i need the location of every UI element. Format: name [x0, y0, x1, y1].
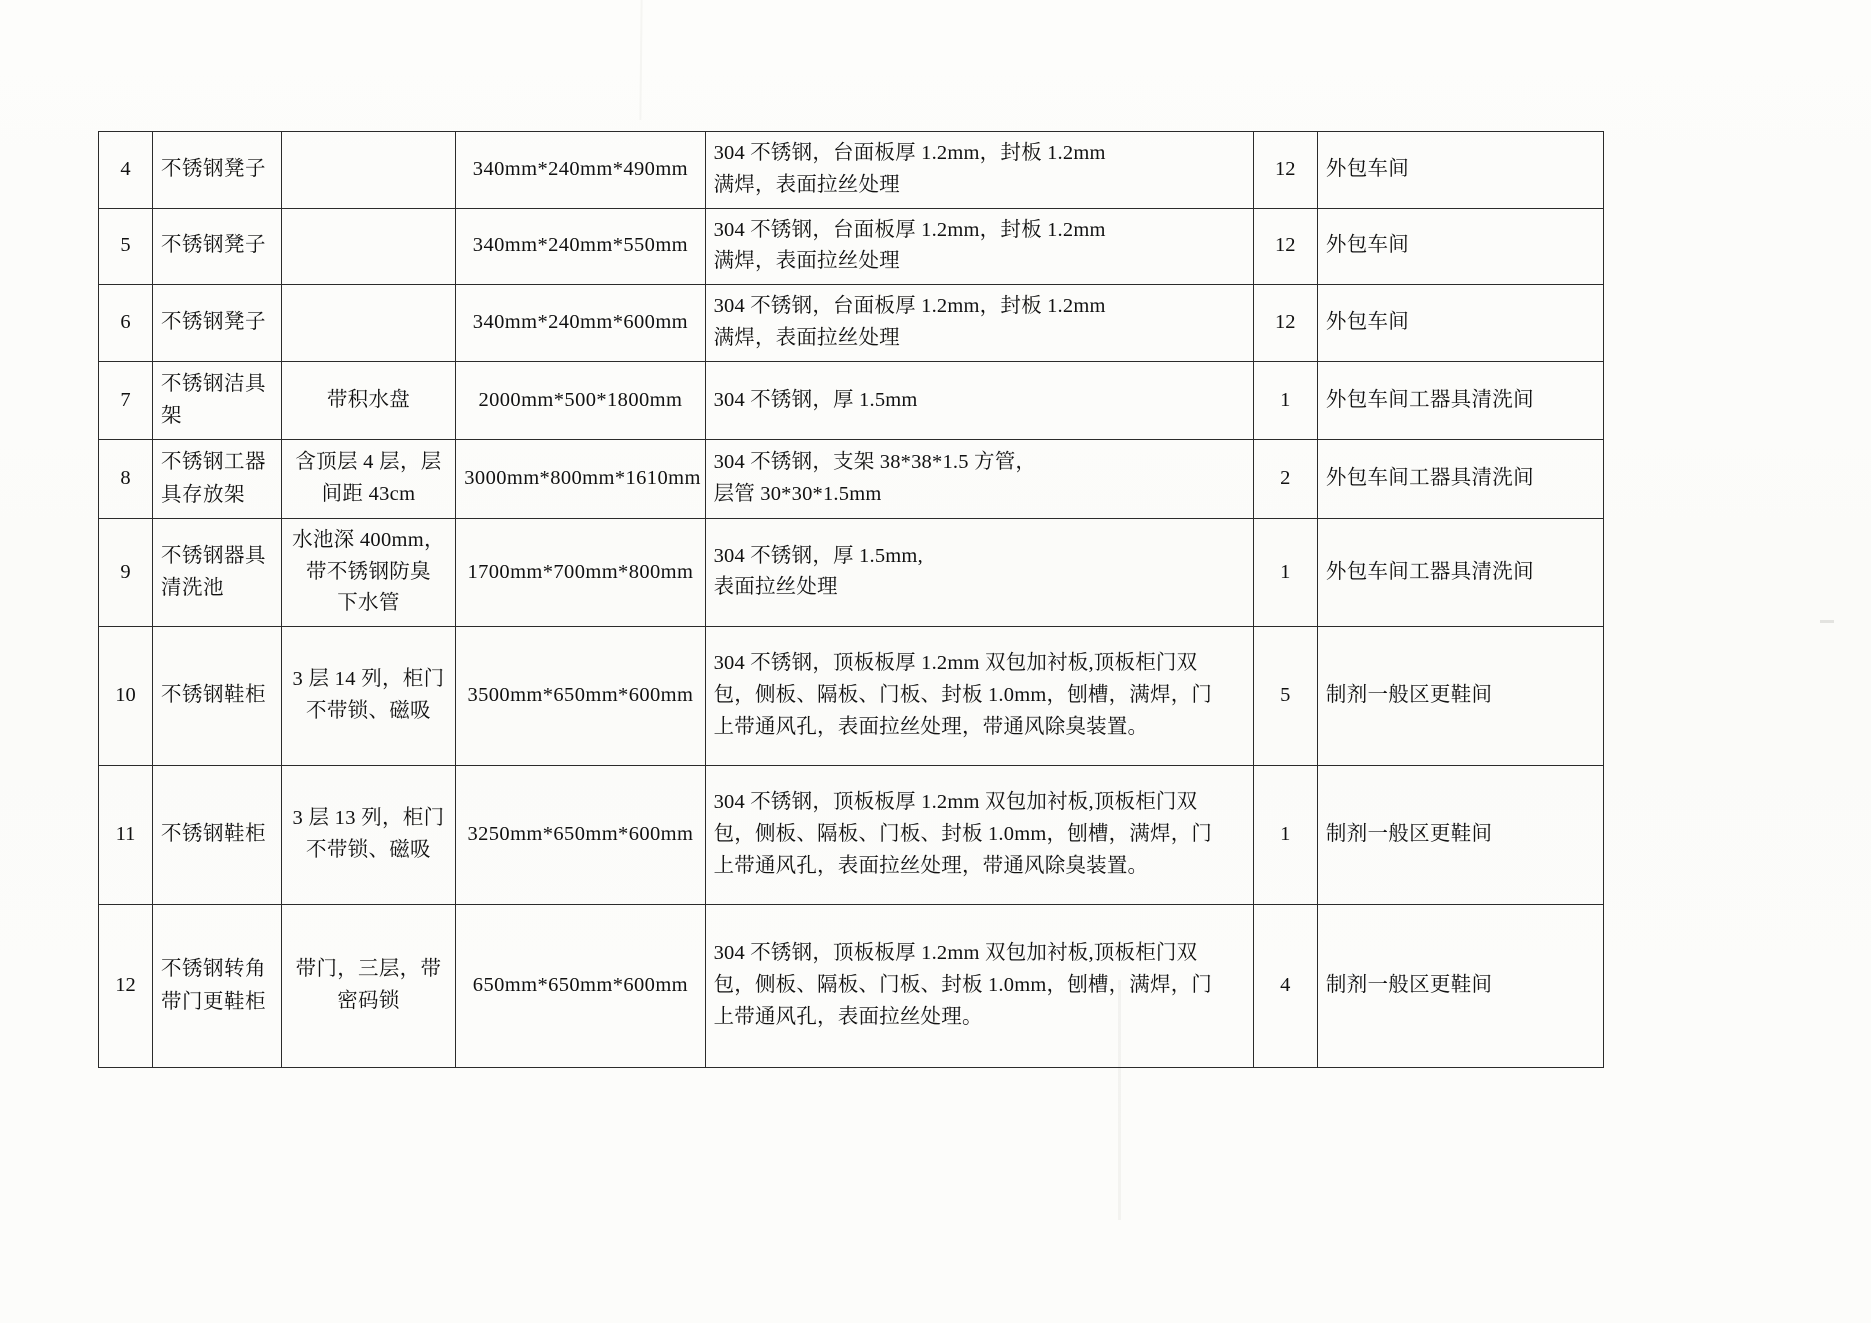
table-row — [99, 132, 1604, 209]
cell-name: 不锈钢鞋柜 — [152, 766, 281, 905]
cell-name: 不锈钢转角 带门更鞋柜 — [152, 905, 281, 1068]
cell-quantity: 1 — [1253, 518, 1317, 626]
table-row — [99, 208, 1604, 285]
cell-description: 304 不锈钢，台面板厚 1.2mm，封板 1.2mm 满焊，表面拉丝处理 — [705, 208, 1253, 285]
cell-size: 340mm*240mm*600mm — [456, 285, 705, 362]
cell-size: 650mm*650mm*600mm — [456, 905, 705, 1068]
cell-size: 2000mm*500*1800mm — [456, 361, 705, 440]
cell-name: 不锈钢洁具 架 — [152, 361, 281, 440]
cell-spec: 3 层 13 列，柜门 不带锁、磁吸 — [281, 766, 456, 905]
cell-size: 3000mm*800mm*1610mm — [456, 440, 705, 519]
cell-quantity: 2 — [1253, 440, 1317, 519]
cell-location: 外包车间 — [1317, 132, 1603, 209]
cell-name: 不锈钢凳子 — [152, 132, 281, 209]
cell-spec: 水池深 400mm， 带不锈钢防臭 下水管 — [281, 518, 456, 626]
cell-spec: 3 层 14 列，柜门 不带锁、磁吸 — [281, 627, 456, 766]
cell-size: 1700mm*700mm*800mm — [456, 518, 705, 626]
cell-no: 5 — [99, 208, 153, 285]
cell-quantity: 1 — [1253, 766, 1317, 905]
cell-description: 304 不锈钢，顶板板厚 1.2mm 双包加衬板,顶板柜门双 包，侧板、隔板、门板、封板 1.0mm，刨槽，满焊，门 上带通风孔，表面拉丝处理，带通风除臭装置。 — [705, 766, 1253, 905]
cell-name: 不锈钢凳子 — [152, 285, 281, 362]
cell-name: 不锈钢器具 清洗池 — [152, 518, 281, 626]
cell-no: 10 — [99, 627, 153, 766]
cell-no: 7 — [99, 361, 153, 440]
cell-location: 外包车间 — [1317, 208, 1603, 285]
cell-spec: 带门，三层，带 密码锁 — [281, 905, 456, 1068]
cell-spec: 带积水盘 — [281, 361, 456, 440]
table-body — [99, 132, 1604, 1068]
table-row — [99, 440, 1604, 519]
cell-size: 3250mm*650mm*600mm — [456, 766, 705, 905]
scan-artifact — [639, 0, 642, 120]
cell-size: 3500mm*650mm*600mm — [456, 627, 705, 766]
cell-no: 9 — [99, 518, 153, 626]
cell-name: 不锈钢工器 具存放架 — [152, 440, 281, 519]
cell-spec — [281, 208, 456, 285]
table-row — [99, 285, 1604, 362]
cell-no: 4 — [99, 132, 153, 209]
cell-spec — [281, 132, 456, 209]
cell-quantity: 4 — [1253, 905, 1317, 1068]
specification-table — [98, 131, 1604, 1068]
cell-size: 340mm*240mm*550mm — [456, 208, 705, 285]
cell-name: 不锈钢鞋柜 — [152, 627, 281, 766]
table-row — [99, 766, 1604, 905]
cell-location: 外包车间工器具清洗间 — [1317, 361, 1603, 440]
cell-description: 304 不锈钢，台面板厚 1.2mm，封板 1.2mm 满焊，表面拉丝处理 — [705, 132, 1253, 209]
table-row — [99, 627, 1604, 766]
cell-description: 304 不锈钢，厚 1.5mm, 表面拉丝处理 — [705, 518, 1253, 626]
cell-no: 8 — [99, 440, 153, 519]
cell-no: 6 — [99, 285, 153, 362]
cell-location: 制剂一般区更鞋间 — [1317, 905, 1603, 1068]
cell-size: 340mm*240mm*490mm — [456, 132, 705, 209]
cell-description: 304 不锈钢，支架 38*38*1.5 方管， 层管 30*30*1.5mm — [705, 440, 1253, 519]
table-row — [99, 361, 1604, 440]
cell-quantity: 1 — [1253, 361, 1317, 440]
table-row — [99, 518, 1604, 626]
cell-quantity: 12 — [1253, 285, 1317, 362]
cell-quantity: 12 — [1253, 132, 1317, 209]
cell-quantity: 12 — [1253, 208, 1317, 285]
cell-description: 304 不锈钢，顶板板厚 1.2mm 双包加衬板,顶板柜门双 包，侧板、隔板、门板、封板 1.0mm，刨槽，满焊，门 上带通风孔，表面拉丝处理。 — [705, 905, 1253, 1068]
cell-name: 不锈钢凳子 — [152, 208, 281, 285]
table-row — [99, 905, 1604, 1068]
cell-description: 304 不锈钢，台面板厚 1.2mm，封板 1.2mm 满焊，表面拉丝处理 — [705, 285, 1253, 362]
cell-spec: 含顶层 4 层，层 间距 43cm — [281, 440, 456, 519]
cell-location: 制剂一般区更鞋间 — [1317, 627, 1603, 766]
cell-location: 制剂一般区更鞋间 — [1317, 766, 1603, 905]
specification-table-container — [98, 131, 1604, 1068]
cell-description: 304 不锈钢，顶板板厚 1.2mm 双包加衬板,顶板柜门双 包，侧板、隔板、门板、封板 1.0mm，刨槽，满焊，门 上带通风孔，表面拉丝处理，带通风除臭装置。 — [705, 627, 1253, 766]
cell-location: 外包车间工器具清洗间 — [1317, 518, 1603, 626]
cell-quantity: 5 — [1253, 627, 1317, 766]
cell-no: 11 — [99, 766, 153, 905]
cell-location: 外包车间工器具清洗间 — [1317, 440, 1603, 519]
cell-description: 304 不锈钢，厚 1.5mm — [705, 361, 1253, 440]
cell-no: 12 — [99, 905, 153, 1068]
scan-artifact — [1820, 620, 1834, 623]
cell-spec — [281, 285, 456, 362]
cell-location: 外包车间 — [1317, 285, 1603, 362]
